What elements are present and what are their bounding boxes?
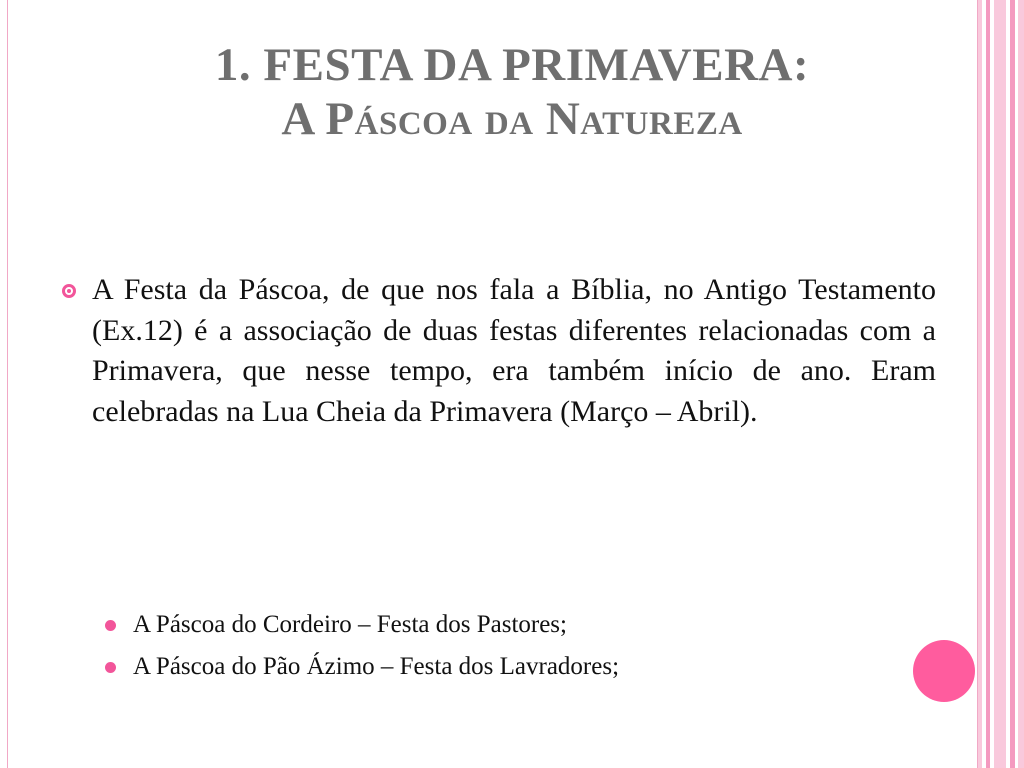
sub-bullet-text: A Páscoa do Pão Ázimo – Festa dos Lavradores; [133, 653, 620, 680]
sub-bullet-text: A Páscoa do Cordeiro – Festa dos Pastores; [133, 611, 567, 638]
sub-bullet-item [103, 604, 903, 646]
title-line-1: 1. FESTA DA PRIMAVERA: [214, 39, 810, 91]
dot-bullet-icon [105, 662, 116, 673]
ring-bullet-icon [62, 284, 76, 298]
sub-bullet-item [103, 646, 903, 688]
main-bullet-paragraph [62, 270, 936, 432]
pink-circle-decoration [913, 640, 975, 702]
slide-title [0, 38, 1024, 146]
sub-bullet-list [103, 604, 903, 688]
main-bullet-text: A Festa da Páscoa, de que nos fala a Bíblia, no Antigo Testamento (Ex.12) é a associação de duas festas diferentes relacionadas com a Primavera, que nesse tempo, era também início de ano. Eram celebradas na Lua Cheia da Primavera (Março – Abril). [92, 273, 936, 428]
dot-bullet-icon [105, 620, 116, 631]
title-line-2: A Páscoa da Natureza [281, 93, 743, 145]
